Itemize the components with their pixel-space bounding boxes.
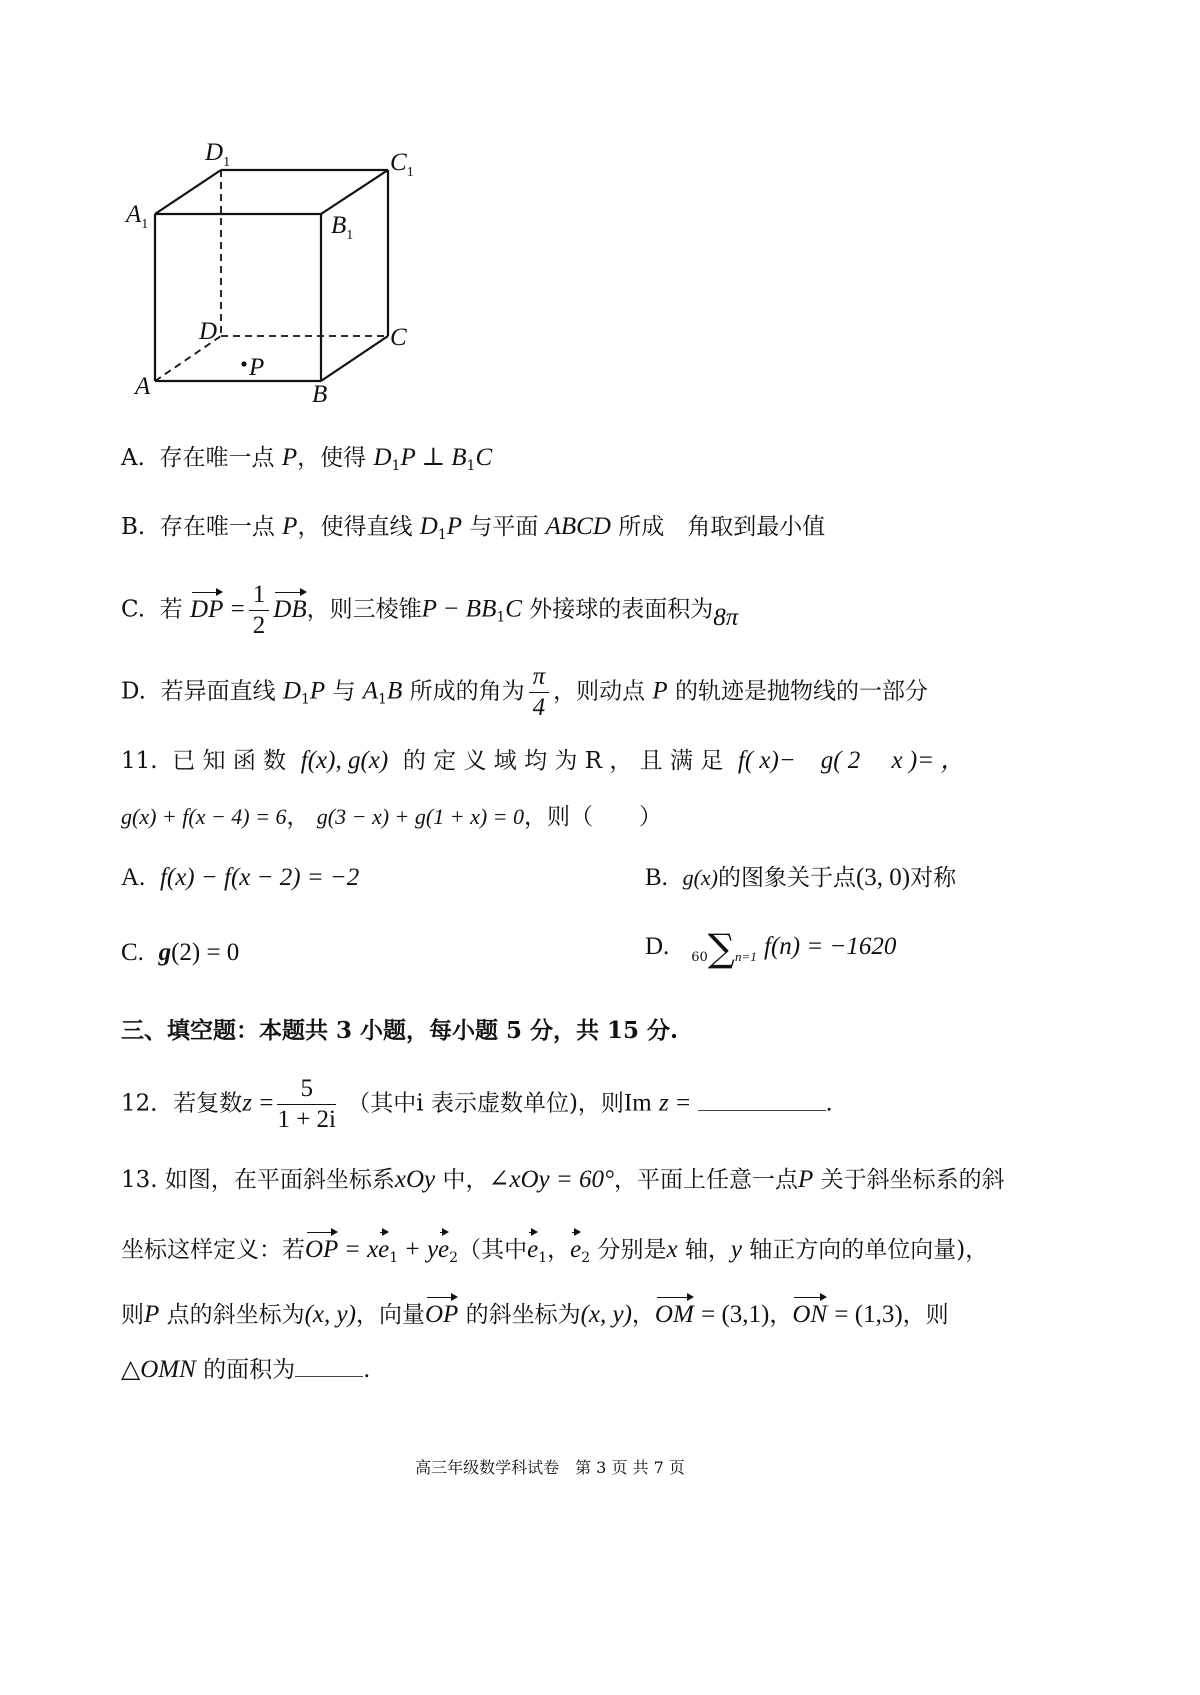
label-c1: $C_1$ bbox=[390, 149, 414, 180]
q12: 12．若复数z = $\frac{5}{1 + 2i}$ （其中i 表示虚数单位)，则Im z = . bbox=[121, 1075, 833, 1133]
q13-line1: 13. 如图，在平面斜坐标系xOy 中，∠xOy = 60°，平面上任意一点P 关于斜坐标系的斜 bbox=[121, 1166, 1005, 1193]
label-d1: $D_1$ bbox=[205, 139, 231, 170]
q10-option-a: A. 存在唯一点 P，使得 $D_1P$ ⊥ $B_1C$ bbox=[121, 444, 493, 474]
section-heading: 三、填空题：本题共 3 小题，每小题 5 分，共 15 分. bbox=[121, 1017, 679, 1044]
q10-option-c: C. 若 DP = $\frac{1}{2}$ DB，则三棱锥$P - BB_1C$ 外接球的表面积为8π bbox=[121, 581, 739, 639]
q11-option-a: A. f(x) − f(x − 2) = −2 bbox=[121, 864, 360, 891]
q10-option-d: D. 若异面直线 $D_1P$ 与 $A_1B$ 所成的角为 $\frac{\pi}{4}$ ，则动点 P 的轨迹是抛物线的一部分 bbox=[121, 663, 928, 721]
q11-option-d: D. 60∑n=1 f(n) = −1620 bbox=[645, 926, 897, 970]
edge-B1-C1 bbox=[321, 170, 388, 214]
summation-symbol: 60∑n=1 bbox=[691, 926, 757, 970]
q11-stem-line2: g(x) + f(x − 4) = 6， g(3 − x) + g(1 + x) = 0，则（ ） bbox=[121, 804, 663, 830]
label-b1: $B_1$ bbox=[331, 212, 354, 243]
q13-line3: 则P 点的斜坐标为(x, y)，向量OP 的斜坐标为(x, y)，OM = (3,1)，ON = (1,3)，则 bbox=[121, 1301, 949, 1328]
cube-figure bbox=[0, 0, 460, 420]
label-a: A bbox=[135, 373, 151, 400]
q11-stem-line1: 11. 已 知 函 数 f(x), g(x) 的 定 义 域 均 为 R ， 且 满 足 f( x)− g( 2 x )= ， bbox=[121, 747, 966, 774]
label-b: B bbox=[312, 381, 328, 408]
page-footer: 高三年级数学科试卷 第 3 页 共 7 页 bbox=[415, 1458, 685, 1477]
label-p: P bbox=[249, 354, 265, 381]
q13-line4: △OMN 的面积为 . bbox=[121, 1356, 371, 1383]
edge-A1-D1 bbox=[155, 170, 221, 214]
label-c: C bbox=[390, 324, 407, 351]
q11-option-b: B. g(x)的图象关于点(3, 0)对称 bbox=[645, 864, 957, 891]
q11-option-c: C. g(2) = 0 bbox=[121, 939, 240, 966]
edge-B-C bbox=[321, 336, 388, 381]
q13-line2: 坐标这样定义：若OP = $xe_1 + ye_2$（其中$e_1$，$e_2$ 分别是x 轴，y 轴正方向的单位向量)， bbox=[121, 1236, 989, 1266]
answer-blank[interactable] bbox=[698, 1110, 826, 1111]
point-p-dot bbox=[241, 361, 246, 366]
label-d: D bbox=[199, 318, 218, 345]
label-a1: $A_1$ bbox=[126, 201, 149, 232]
q10-option-b: B. 存在唯一点 P，使得直线 $D_1P$ 与平面 ABCD 所成 角取到最小值 bbox=[121, 513, 826, 543]
answer-blank[interactable] bbox=[295, 1376, 363, 1377]
